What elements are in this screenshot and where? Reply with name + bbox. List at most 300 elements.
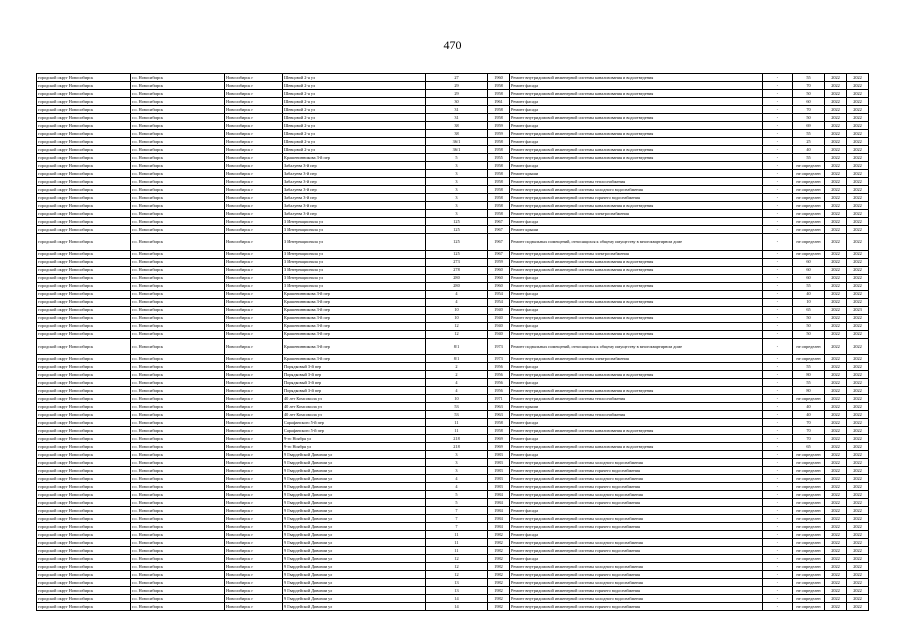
- work-type: Ремонт внутридомовой инженерной системы канализования и водоотведения: [510, 298, 763, 306]
- end-year: 2022: [847, 266, 869, 274]
- cost-cell: 40: [793, 411, 825, 419]
- cost-cell: 60: [793, 258, 825, 266]
- cost-cell: не определен: [793, 162, 825, 170]
- work-type: Ремонт внутридомовой инженерной системы теплоснабжения: [510, 411, 763, 419]
- built-year: 1959: [488, 122, 510, 130]
- page-number: 470: [443, 38, 462, 52]
- locality: Новосибирск г: [225, 387, 283, 395]
- street: 9 Гвардейской Дивизии ул: [283, 539, 426, 547]
- work-type: Ремонт внутридомовой инженерной системы электроснабжения: [510, 250, 763, 258]
- end-year: 2022: [847, 563, 869, 571]
- start-year: 2022: [825, 178, 847, 186]
- end-year: 2022: [847, 274, 869, 282]
- house-number: 31: [426, 114, 488, 122]
- locality: Новосибирск г: [225, 154, 283, 162]
- street: 9 Гвардейской Дивизии ул: [283, 451, 426, 459]
- locality: Новосибирск г: [225, 603, 283, 611]
- locality: Новосибирск г: [225, 146, 283, 154]
- repair-schedule-table: [36, 73, 869, 611]
- table-row: [37, 282, 869, 290]
- dash-cell: -: [763, 306, 793, 314]
- start-year: 2022: [825, 547, 847, 555]
- end-year: 2022: [847, 387, 869, 395]
- work-type: Ремонт внутридомовой инженерной системы теплоснабжения: [510, 178, 763, 186]
- start-year: 2022: [825, 491, 847, 499]
- work-type: Ремонт внутридомовой инженерной системы канализования и водоотведения: [510, 146, 763, 154]
- dash-cell: -: [763, 459, 793, 467]
- street: 3 Интернационала ул: [283, 258, 426, 266]
- table-row: [37, 122, 869, 130]
- start-year: 2022: [825, 531, 847, 539]
- house-number: 280: [426, 274, 488, 282]
- cost-cell: не определен: [793, 547, 825, 555]
- start-year: 2022: [825, 363, 847, 371]
- municipal-district: городской округ Новосибирск: [37, 146, 131, 154]
- locality: Новосибирск г: [225, 122, 283, 130]
- municipal-district: городской округ Новосибирск: [37, 499, 131, 507]
- dash-cell: -: [763, 555, 793, 563]
- dash-cell: -: [763, 218, 793, 226]
- start-year: 2022: [825, 162, 847, 170]
- cost-cell: не определен: [793, 603, 825, 611]
- municipal-district: городской округ Новосибирск: [37, 234, 131, 251]
- house-number: 53: [426, 411, 488, 419]
- table-row: [37, 162, 869, 170]
- end-year: 2022: [847, 547, 869, 555]
- municipal-district: городской округ Новосибирск: [37, 122, 131, 130]
- end-year: 2022: [847, 459, 869, 467]
- street: 9 Гвардейской Дивизии ул: [283, 523, 426, 531]
- work-type: Ремонт внутридомовой инженерной системы горячего водоснабжения: [510, 467, 763, 475]
- street: Шевцовой 2-я ул: [283, 74, 426, 82]
- end-year: 2022: [847, 467, 869, 475]
- cost-cell: не определен: [793, 226, 825, 234]
- dash-cell: -: [763, 467, 793, 475]
- house-number: 273: [426, 258, 488, 266]
- table-row: [37, 499, 869, 507]
- work-type: Ремонт фасада: [510, 363, 763, 371]
- work-type: Ремонт внутридомовой инженерной системы холодного водоснабжения: [510, 595, 763, 603]
- work-type: Ремонт внутридомовой инженерной системы горячего водоснабжения: [510, 499, 763, 507]
- cost-cell: 55: [793, 130, 825, 138]
- cost-cell: не определен: [793, 523, 825, 531]
- street: Сарафанского 5-й пер: [283, 419, 426, 427]
- street: 9 Гвардейской Дивизии ул: [283, 483, 426, 491]
- dash-cell: -: [763, 475, 793, 483]
- table-row: [37, 178, 869, 186]
- settlement: г.о. Новосибирск: [131, 587, 225, 595]
- dash-cell: -: [763, 322, 793, 330]
- dash-cell: -: [763, 507, 793, 515]
- locality: Новосибирск г: [225, 178, 283, 186]
- cost-cell: не определен: [793, 338, 825, 355]
- end-year: 2022: [847, 234, 869, 251]
- table-row: [37, 363, 869, 371]
- dash-cell: -: [763, 419, 793, 427]
- built-year: 1958: [488, 202, 510, 210]
- work-type: Ремонт фасада: [510, 106, 763, 114]
- municipal-district: городской округ Новосибирск: [37, 395, 131, 403]
- street: Забалуева 3-й пер: [283, 162, 426, 170]
- dash-cell: -: [763, 330, 793, 338]
- dash-cell: -: [763, 170, 793, 178]
- settlement: г.о. Новосибирск: [131, 162, 225, 170]
- built-year: 1973: [488, 355, 510, 363]
- built-year: 1958: [488, 82, 510, 90]
- work-type: Ремонт фасада: [510, 507, 763, 515]
- dash-cell: -: [763, 547, 793, 555]
- locality: Новосибирск г: [225, 547, 283, 555]
- street: 9 Гвардейской Дивизии ул: [283, 467, 426, 475]
- house-number: 11: [426, 419, 488, 427]
- work-type: Ремонт внутридомовой инженерной системы канализования и водоотведения: [510, 258, 763, 266]
- house-number: 13: [426, 587, 488, 595]
- locality: Новосибирск г: [225, 395, 283, 403]
- end-year: 2022: [847, 74, 869, 82]
- start-year: 2022: [825, 226, 847, 234]
- end-year: 2022: [847, 138, 869, 146]
- house-number: 13: [426, 579, 488, 587]
- cost-cell: 70: [793, 427, 825, 435]
- house-number: 5: [426, 491, 488, 499]
- settlement: г.о. Новосибирск: [131, 194, 225, 202]
- locality: Новосибирск г: [225, 443, 283, 451]
- end-year: 2022: [847, 411, 869, 419]
- settlement: г.о. Новосибирск: [131, 90, 225, 98]
- table-row: [37, 154, 869, 162]
- locality: Новосибирск г: [225, 491, 283, 499]
- built-year: 1983: [488, 483, 510, 491]
- street: 3 Интернационала ул: [283, 218, 426, 226]
- street: 3 Интернационала ул: [283, 282, 426, 290]
- locality: Новосибирск г: [225, 210, 283, 218]
- settlement: г.о. Новосибирск: [131, 290, 225, 298]
- start-year: 2022: [825, 130, 847, 138]
- street: Забалуева 3-й пер: [283, 202, 426, 210]
- start-year: 2022: [825, 298, 847, 306]
- work-type: Ремонт фасада: [510, 379, 763, 387]
- end-year: 2022: [847, 499, 869, 507]
- table-row: [37, 443, 869, 451]
- municipal-district: городской округ Новосибирск: [37, 106, 131, 114]
- built-year: 1963: [488, 411, 510, 419]
- municipal-district: городской округ Новосибирск: [37, 170, 131, 178]
- start-year: 2022: [825, 451, 847, 459]
- work-type: Ремонт внутридомовой инженерной системы канализования и водоотведения: [510, 266, 763, 274]
- work-type: Ремонт внутридомовой инженерной системы электроснабжения: [510, 210, 763, 218]
- street: Крашенинникова 3-й пер: [283, 298, 426, 306]
- municipal-district: городской округ Новосибирск: [37, 218, 131, 226]
- house-number: 218: [426, 435, 488, 443]
- dash-cell: -: [763, 122, 793, 130]
- table-row: [37, 82, 869, 90]
- start-year: 2022: [825, 90, 847, 98]
- locality: Новосибирск г: [225, 202, 283, 210]
- settlement: г.о. Новосибирск: [131, 355, 225, 363]
- locality: Новосибирск г: [225, 507, 283, 515]
- end-year: 2022: [847, 507, 869, 515]
- house-number: 14: [426, 595, 488, 603]
- work-type: Ремонт крыши: [510, 403, 763, 411]
- table-row: [37, 411, 869, 419]
- work-type: Ремонт внутридомовой инженерной системы канализования и водоотведения: [510, 114, 763, 122]
- work-type: Ремонт внутридомовой инженерной системы горячего водоснабжения: [510, 603, 763, 611]
- end-year: 2022: [847, 178, 869, 186]
- municipal-district: городской округ Новосибирск: [37, 338, 131, 355]
- table-row: [37, 539, 869, 547]
- house-number: 8/1: [426, 338, 488, 355]
- dash-cell: -: [763, 571, 793, 579]
- street: Шевцовой 2-я ул: [283, 106, 426, 114]
- dash-cell: -: [763, 74, 793, 82]
- dash-cell: -: [763, 363, 793, 371]
- locality: Новосибирск г: [225, 379, 283, 387]
- settlement: г.о. Новосибирск: [131, 114, 225, 122]
- house-number: 278: [426, 266, 488, 274]
- built-year: 1982: [488, 587, 510, 595]
- municipal-district: городской округ Новосибирск: [37, 298, 131, 306]
- start-year: 2022: [825, 595, 847, 603]
- table-row: [37, 250, 869, 258]
- end-year: 2022: [847, 106, 869, 114]
- municipal-district: городской округ Новосибирск: [37, 186, 131, 194]
- work-type: Ремонт внутридомовой инженерной системы холодного водоснабжения: [510, 186, 763, 194]
- settlement: г.о. Новосибирск: [131, 435, 225, 443]
- house-number: 5: [426, 154, 488, 162]
- start-year: 2022: [825, 114, 847, 122]
- municipal-district: городской округ Новосибирск: [37, 595, 131, 603]
- cost-cell: не определен: [793, 483, 825, 491]
- start-year: 2022: [825, 371, 847, 379]
- work-type: Ремонт внутридомовой инженерной системы канализования и водоотведения: [510, 130, 763, 138]
- house-number: 4: [426, 475, 488, 483]
- house-number: 10: [426, 314, 488, 322]
- municipal-district: городской округ Новосибирск: [37, 330, 131, 338]
- end-year: 2022: [847, 555, 869, 563]
- municipal-district: городской округ Новосибирск: [37, 74, 131, 82]
- street: 9 Гвардейской Дивизии ул: [283, 507, 426, 515]
- built-year: 1954: [488, 290, 510, 298]
- work-type: Ремонт внутридомовой инженерной системы горячего водоснабжения: [510, 547, 763, 555]
- end-year: 2022: [847, 114, 869, 122]
- street: Шевцовой 2-я ул: [283, 146, 426, 154]
- start-year: 2022: [825, 499, 847, 507]
- locality: Новосибирск г: [225, 218, 283, 226]
- end-year: 2022: [847, 146, 869, 154]
- cost-cell: 55: [793, 74, 825, 82]
- end-year: 2022: [847, 194, 869, 202]
- start-year: 2022: [825, 98, 847, 106]
- settlement: г.о. Новосибирск: [131, 98, 225, 106]
- built-year: 1956: [488, 363, 510, 371]
- end-year: 2022: [847, 483, 869, 491]
- table-row: [37, 298, 869, 306]
- cost-cell: не определен: [793, 491, 825, 499]
- start-year: 2022: [825, 330, 847, 338]
- dash-cell: -: [763, 531, 793, 539]
- municipal-district: городской округ Новосибирск: [37, 194, 131, 202]
- municipal-district: городской округ Новосибирск: [37, 322, 131, 330]
- end-year: 2022: [847, 338, 869, 355]
- start-year: 2022: [825, 282, 847, 290]
- cost-cell: не определен: [793, 210, 825, 218]
- house-number: 125: [426, 234, 488, 251]
- cost-cell: 40: [793, 146, 825, 154]
- built-year: 1983: [488, 459, 510, 467]
- street: Сарафанского 5-й пер: [283, 427, 426, 435]
- settlement: г.о. Новосибирск: [131, 427, 225, 435]
- built-year: 1967: [488, 226, 510, 234]
- start-year: 2022: [825, 106, 847, 114]
- municipal-district: городской округ Новосибирск: [37, 603, 131, 611]
- street: Порядковый 3-й пер: [283, 371, 426, 379]
- work-type: Ремонт внутридомовой инженерной системы канализования и водоотведения: [510, 154, 763, 162]
- built-year: 1967: [488, 218, 510, 226]
- table-row: [37, 290, 869, 298]
- start-year: 2022: [825, 210, 847, 218]
- dash-cell: -: [763, 427, 793, 435]
- start-year: 2022: [825, 355, 847, 363]
- start-year: 2022: [825, 579, 847, 587]
- cost-cell: 80: [793, 371, 825, 379]
- cost-cell: 50: [793, 90, 825, 98]
- house-number: 3: [426, 202, 488, 210]
- dash-cell: -: [763, 355, 793, 363]
- table-row: [37, 547, 869, 555]
- settlement: г.о. Новосибирск: [131, 170, 225, 178]
- end-year: 2022: [847, 475, 869, 483]
- built-year: 1958: [488, 146, 510, 154]
- end-year: 2022: [847, 282, 869, 290]
- house-number: 7: [426, 515, 488, 523]
- municipal-district: городской округ Новосибирск: [37, 483, 131, 491]
- dash-cell: -: [763, 403, 793, 411]
- dash-cell: -: [763, 451, 793, 459]
- table-row: [37, 571, 869, 579]
- locality: Новосибирск г: [225, 114, 283, 122]
- cost-cell: не определен: [793, 571, 825, 579]
- work-type: Ремонт внутридомовой инженерной системы канализования и водоотведения: [510, 74, 763, 82]
- table-row: [37, 106, 869, 114]
- house-number: 29: [426, 90, 488, 98]
- start-year: 2022: [825, 138, 847, 146]
- house-number: 8/1: [426, 355, 488, 363]
- cost-cell: не определен: [793, 234, 825, 251]
- locality: Новосибирск г: [225, 138, 283, 146]
- cost-cell: 60: [793, 98, 825, 106]
- end-year: 2022: [847, 491, 869, 499]
- locality: Новосибирск г: [225, 194, 283, 202]
- dash-cell: -: [763, 338, 793, 355]
- start-year: 2022: [825, 146, 847, 154]
- built-year: 1958: [488, 427, 510, 435]
- municipal-district: городской округ Новосибирск: [37, 282, 131, 290]
- work-type: Ремонт фасада: [510, 82, 763, 90]
- cost-cell: не определен: [793, 531, 825, 539]
- municipal-district: городской округ Новосибирск: [37, 114, 131, 122]
- start-year: 2022: [825, 443, 847, 451]
- built-year: 1959: [488, 130, 510, 138]
- municipal-district: городской округ Новосибирск: [37, 274, 131, 282]
- built-year: 1967: [488, 234, 510, 251]
- table-row: [37, 587, 869, 595]
- house-number: 3: [426, 178, 488, 186]
- end-year: 2022: [847, 330, 869, 338]
- start-year: 2022: [825, 563, 847, 571]
- cost-cell: не определен: [793, 202, 825, 210]
- house-number: 11: [426, 531, 488, 539]
- locality: Новосибирск г: [225, 515, 283, 523]
- locality: Новосибирск г: [225, 226, 283, 234]
- built-year: 1973: [488, 338, 510, 355]
- house-number: 11: [426, 547, 488, 555]
- start-year: 2022: [825, 467, 847, 475]
- municipal-district: городской округ Новосибирск: [37, 411, 131, 419]
- table-row: [37, 74, 869, 82]
- cost-cell: 55: [793, 363, 825, 371]
- settlement: г.о. Новосибирск: [131, 379, 225, 387]
- dash-cell: -: [763, 114, 793, 122]
- work-type: Ремонт внутридомовой инженерной системы канализования и водоотведения: [510, 90, 763, 98]
- street: Крашенинникова 3-й пер: [283, 322, 426, 330]
- start-year: 2022: [825, 419, 847, 427]
- work-type: Ремонт фасада: [510, 290, 763, 298]
- house-number: 4: [426, 483, 488, 491]
- house-number: 10: [426, 306, 488, 314]
- locality: Новосибирск г: [225, 563, 283, 571]
- dash-cell: -: [763, 563, 793, 571]
- cost-cell: не определен: [793, 563, 825, 571]
- cost-cell: 50: [793, 314, 825, 322]
- built-year: 1940: [488, 322, 510, 330]
- locality: Новосибирск г: [225, 106, 283, 114]
- settlement: г.о. Новосибирск: [131, 274, 225, 282]
- municipal-district: городской округ Новосибирск: [37, 266, 131, 274]
- end-year: 2022: [847, 595, 869, 603]
- house-number: 125: [426, 226, 488, 234]
- house-number: 3: [426, 467, 488, 475]
- municipal-district: городской округ Новосибирск: [37, 467, 131, 475]
- start-year: 2022: [825, 122, 847, 130]
- house-number: 3: [426, 459, 488, 467]
- cost-cell: 60: [793, 274, 825, 282]
- cost-cell: не определен: [793, 595, 825, 603]
- cost-cell: не определен: [793, 395, 825, 403]
- cost-cell: не определен: [793, 515, 825, 523]
- start-year: 2022: [825, 82, 847, 90]
- street: Шевцовой 2-я ул: [283, 114, 426, 122]
- locality: Новосибирск г: [225, 595, 283, 603]
- street: Порядковый 3-й пер: [283, 387, 426, 395]
- start-year: 2022: [825, 427, 847, 435]
- built-year: 1982: [488, 531, 510, 539]
- house-number: 53: [426, 403, 488, 411]
- start-year: 2022: [825, 338, 847, 355]
- end-year: 2022: [847, 443, 869, 451]
- municipal-district: городской округ Новосибирск: [37, 515, 131, 523]
- municipal-district: городской округ Новосибирск: [37, 379, 131, 387]
- settlement: г.о. Новосибирск: [131, 579, 225, 587]
- end-year: 2022: [847, 515, 869, 523]
- dash-cell: -: [763, 539, 793, 547]
- dash-cell: -: [763, 411, 793, 419]
- built-year: 1982: [488, 539, 510, 547]
- end-year: 2022: [847, 322, 869, 330]
- house-number: 30: [426, 98, 488, 106]
- cost-cell: 40: [793, 290, 825, 298]
- dash-cell: -: [763, 515, 793, 523]
- dash-cell: -: [763, 226, 793, 234]
